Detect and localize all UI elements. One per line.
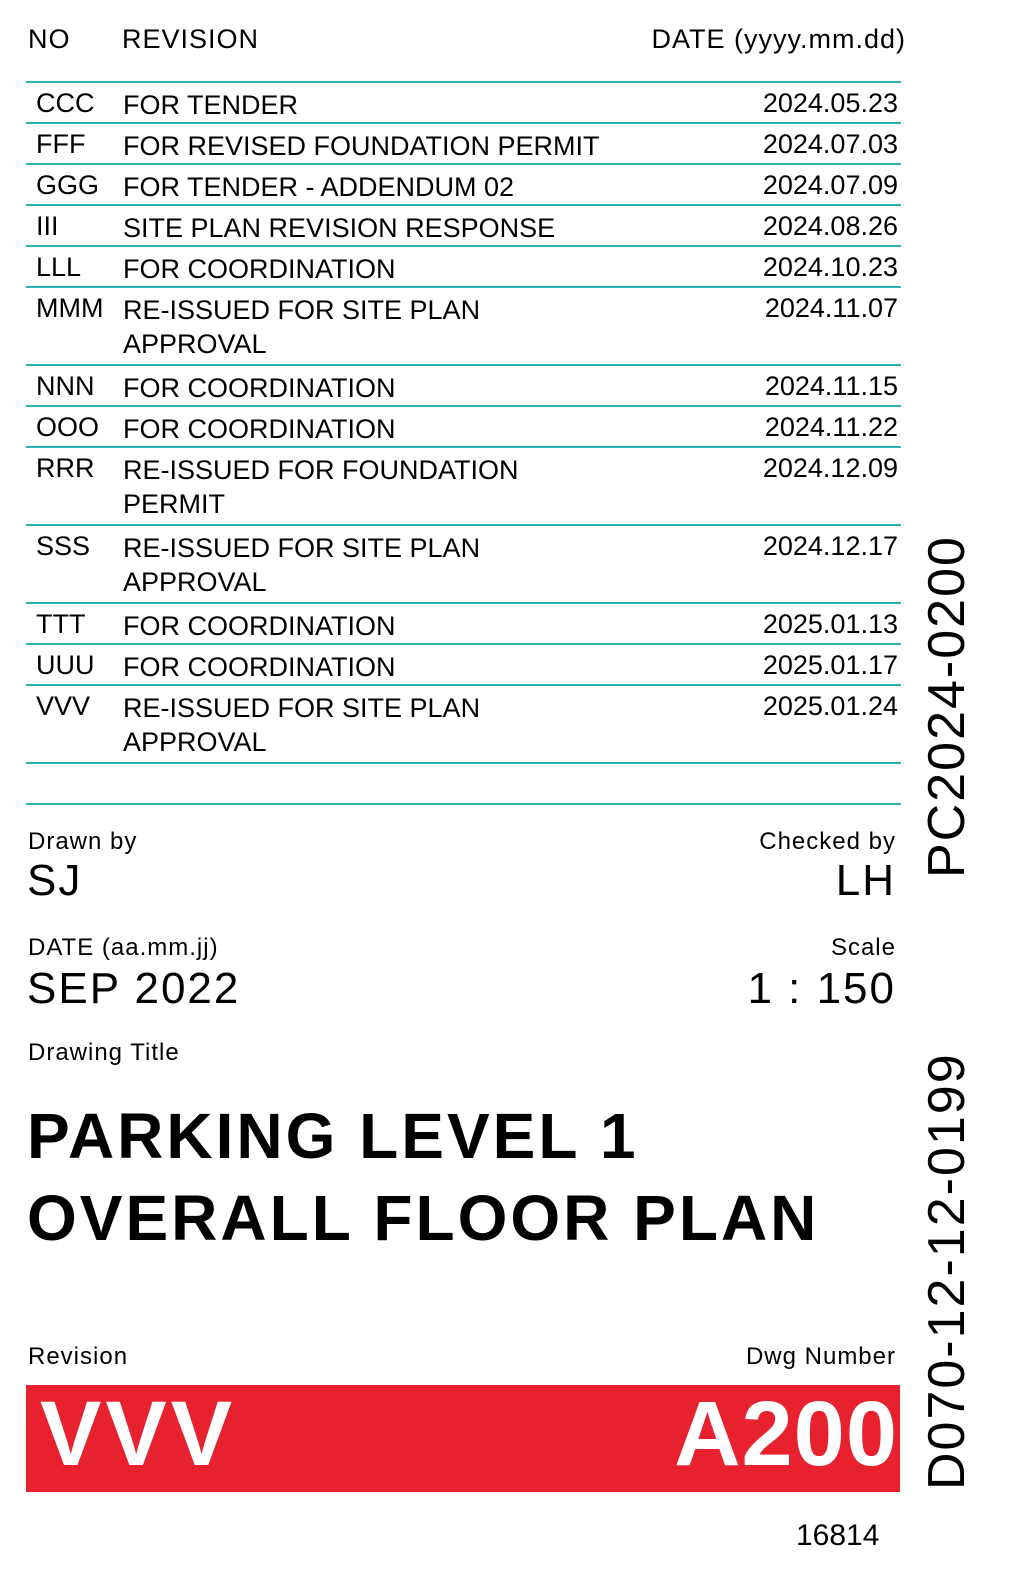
scale-label: Scale	[830, 934, 896, 961]
revision-no: CCC	[36, 88, 95, 118]
header-date: DATE (yyyy.mm.dd)	[651, 24, 906, 54]
issue-date-value: SEP 2022	[27, 964, 241, 1013]
revision-description: FOR COORDINATION	[123, 373, 396, 403]
table-row	[26, 124, 901, 163]
table-row	[26, 83, 901, 122]
revision-description: RE-ISSUED FOR SITE PLAN APPROVAL	[123, 295, 481, 359]
revision-date: 2025.01.24	[762, 691, 898, 721]
revision-no: VVV	[36, 691, 91, 721]
revision-date: 2025.01.17	[762, 650, 898, 680]
drawn-by-value: SJ	[27, 856, 83, 905]
table-row	[26, 645, 901, 684]
revision-date: 2024.11.22	[764, 412, 898, 442]
revision-no: III	[36, 211, 59, 241]
revision-date: 2024.11.15	[764, 371, 898, 401]
revision-no: OOO	[36, 412, 100, 442]
revision-date: 2025.01.13	[762, 609, 898, 639]
revision-date: 2024.10.23	[762, 252, 898, 282]
revision-no: MMM	[36, 293, 104, 323]
revision-no: FFF	[36, 129, 86, 159]
table-row	[26, 288, 901, 364]
revision-no: UUU	[36, 650, 95, 680]
revision-no: SSS	[36, 531, 91, 561]
table-row	[26, 526, 901, 602]
revision-value: VVV	[40, 1383, 237, 1485]
revision-label: Revision	[28, 1343, 129, 1370]
revision-no: RRR	[36, 453, 95, 483]
revision-description: FOR COORDINATION	[123, 611, 396, 641]
revision-date: 2024.07.03	[762, 129, 898, 159]
drawn-by-label: Drawn by	[28, 828, 138, 855]
table-row	[26, 604, 901, 643]
header-no: NO	[28, 24, 71, 54]
revision-date: 2024.11.07	[764, 293, 898, 323]
revision-description: FOR COORDINATION	[123, 254, 396, 284]
revision-date: 2024.12.17	[762, 531, 898, 561]
scale-value: 1 : 150	[747, 964, 896, 1013]
table-row	[26, 407, 901, 446]
revision-no: TTT	[36, 609, 86, 639]
revision-no: LLL	[36, 252, 82, 282]
table-row-empty	[26, 764, 901, 803]
issue-date-label: DATE (aa.mm.jj)	[28, 934, 219, 961]
checked-by-value: LH	[835, 856, 896, 905]
project-number: PC2024-0200	[918, 535, 976, 878]
dwg-number-label: Dwg Number	[745, 1343, 896, 1370]
table-row	[26, 247, 901, 286]
table-rule	[26, 803, 901, 805]
revision-no: GGG	[36, 170, 100, 200]
table-row	[26, 165, 901, 204]
revision-date: 2024.07.09	[762, 170, 898, 200]
revision-date: 2024.05.23	[762, 88, 898, 118]
table-row	[26, 206, 901, 245]
revision-date: 2024.12.09	[762, 453, 898, 483]
file-number: D070-12-12-0199	[918, 1052, 976, 1490]
header-revision: REVISION	[122, 24, 260, 54]
revision-description: SITE PLAN REVISION RESPONSE	[123, 213, 556, 243]
revision-description: FOR TENDER - ADDENDUM 02	[123, 172, 515, 202]
revision-table	[26, 81, 901, 805]
drawing-title-line-2: OVERALL FLOOR PLAN	[27, 1182, 820, 1254]
revision-description: FOR COORDINATION	[123, 652, 396, 682]
revision-description: RE-ISSUED FOR FOUNDATION PERMIT	[123, 455, 519, 519]
revision-description: FOR COORDINATION	[123, 414, 396, 444]
checked-by-label: Checked by	[759, 828, 896, 855]
drawing-title	[27, 1095, 819, 1259]
revision-no: NNN	[36, 371, 95, 401]
drawing-title-line-1: PARKING LEVEL 1	[27, 1100, 639, 1172]
revision-description: FOR REVISED FOUNDATION PERMIT	[123, 131, 600, 161]
revision-band	[26, 1385, 900, 1492]
revision-description: FOR TENDER	[123, 90, 299, 120]
revision-date: 2024.08.26	[762, 211, 898, 241]
sheet-id: 16814	[796, 1519, 880, 1552]
table-row	[26, 366, 901, 405]
table-row	[26, 448, 901, 524]
table-row	[26, 686, 901, 762]
dwg-number-value: A200	[674, 1383, 898, 1485]
revision-description: RE-ISSUED FOR SITE PLAN APPROVAL	[123, 533, 481, 597]
revision-description: RE-ISSUED FOR SITE PLAN APPROVAL	[123, 693, 481, 757]
drawing-title-label: Drawing Title	[28, 1039, 180, 1066]
